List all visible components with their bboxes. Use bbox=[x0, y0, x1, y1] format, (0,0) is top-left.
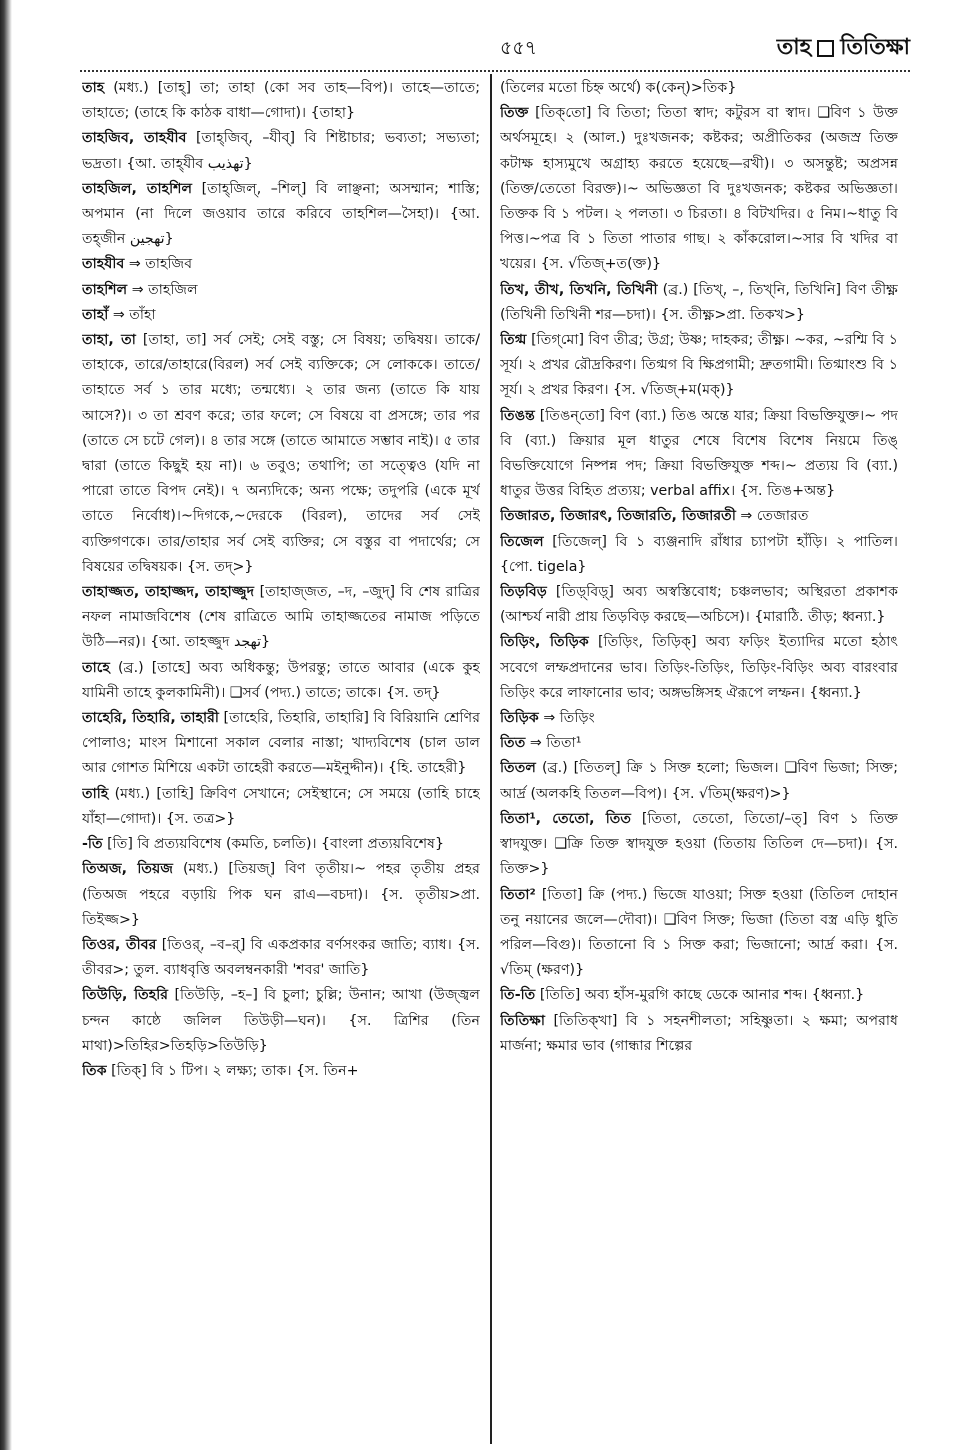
entry-headword: তাহাজ্জত, তাহাজ্জদ, তাহাজ্জুদ bbox=[82, 584, 255, 601]
dictionary-entry bbox=[500, 706, 898, 731]
dictionary-entry bbox=[500, 101, 898, 277]
entry-headword: তি-তি bbox=[500, 987, 536, 1004]
entry-definition: [তিক্‌] বি ১ টিপ। ২ লক্ষ্য; তাক। {স. তিন+ bbox=[111, 1062, 359, 1079]
entry-headword: তিঙন্ত bbox=[500, 407, 535, 424]
entry-headword: তিত bbox=[500, 735, 526, 752]
header-rule bbox=[80, 70, 910, 72]
entry-headword: -তি bbox=[82, 836, 103, 853]
entry-definition: [তিগ্‌মো] বিণ তীব্র; উগ্র; উষ্ণ; দাহকর; তীক্ষ্ণ। ~কর, ~রশ্মি বি ১ সূর্য। ২ প্রখর রৌদ্রকিরণ। তিগ্মগ বি ক্ষিপ্রগামী; দ্রুতগামী। তিগ্মাংশু বি ১ সূর্য। ২ প্রখর কিরণ। {স. √তিজ্‌+ম(মক্‌)} bbox=[500, 332, 898, 399]
dictionary-entry bbox=[500, 756, 898, 806]
entry-definition: [তিক্‌তো] বি তিতা; তিতা স্বাদ; কটুরস বা স্বাদ। ❑বিণ ১ উক্ত অর্থসমূহে। ২ (আল.) দুঃখজনক; কষ্টকর; অপ্রীতিকর (অজস্র তিক্ত কটাক্ষ হাস্যমুখে অগ্রাহ্য করতে হয়েছে—রখী)। ৩ অসন্তুষ্ট; অপ্রসন্ন (তিক্ত/তেতো বিরক্ত)।~ অভিজ্ঞতা বি দুঃখজনক; কষ্টকর অভিজ্ঞতা। তিক্তক বি ১ পটল। ২ পলতা। ৩ চিরতা। ৪ বিটখদির। ৫ নিম।~ধাতু বি পিত্ত।~পত্র বি ১ তিতা পাতার গাছ। ২ কাঁকরোল।~সার বি খদির বা খয়ের। {স. √তিজ্‌+ত(ক্ত)} bbox=[500, 105, 898, 273]
entry-definition: [তাহা, তা] সর্ব সেই; সেই বস্তু; সে বিষয়; তদ্বিষয়। তাকে/তাহাকে, তারে/তাহারে(বিরল) সর্ব সেই ব্যক্তিকে; সে লোককে। তাতে/তাহাতে সর্ব ১ তার মধ্যে; তন্মধ্যে। ২ তার জন্য (তাতে কি যায় আসে?)। ৩ তা শ্রবণ করে; তার ফলে; সে বিষয়ে বা প্রসঙ্গে; তার পর (তাতে সে চটে গেল)। ৪ তার সঙ্গে (তাতে আমাতে সম্ভাব নাই)। ৫ তার দ্বারা (তাতে কিছুই হয় না)। ৬ তবুও; তথাপি; তা সত্ত্বেও (যদি না পারো তাতে বিপদ নেই)। ৭ অন্যদিকে; অন্য পক্ষে; তদুপরি (একে মূর্খ তাতে নির্বোধ)।~দিগকে,~দেরকে (বিরল), তাদের সর্ব সেই ব্যক্তিগণকে। তার/তাহার সর্ব সেই ব্যক্তির; সে বস্তুর বা পদার্থের; সে বিষয়ের তদ্বিষয়ক। {স. তদ্‌>} bbox=[82, 332, 480, 575]
entry-definition: [তাহাজ্‌জত, –দ, –জুদ্‌] বি শেষ রাত্রির নফল নামাজবিশেষ (শেষ রাত্রিতে আমি তাহাজ্জতের নামাজ পড়িতে উঠি—নর)। {আ. তাহজ্জুদ تهجد} bbox=[82, 584, 480, 651]
entry-definition: [তিওর্‌, –ব–র্‌] বি একপ্রকার বর্ণসংকর জাতি; ব্যাধ। {স. তীবর>; তুল. ব্যাধবৃত্তি অবলম্বনকারী 'শবর' জাতি} bbox=[82, 936, 480, 979]
entry-definition: [তিড়্‌বিড়্‌] অব্য অস্বস্তিবোধ; চঞ্চলভাব; অস্থিরতা প্রকাশক (আশ্চর্য নারী প্রায় তিড়বিড় করছে—অচিসে)। {মারাঠি. তীড়; ধ্বন্যা.} bbox=[500, 584, 898, 626]
dictionary-entry bbox=[82, 706, 480, 782]
entry-definition: (মধ্য.) [তাহি] ক্রিবিণ সেখানে; সেইস্থানে; সে সময়ে (তাহি চাহে যাঁহা—গোদা)। {স. তত্র>} bbox=[82, 785, 480, 827]
entry-headword: তাহেরি, তিহারি, তাহারী bbox=[82, 710, 219, 727]
entry-headword: তিক্ত bbox=[500, 105, 529, 122]
entry-definition: [তিউড়ি, –হ–] বি চুলা; চুল্লি; উনান; আখা (উজ্জ্বল চন্দন কাষ্ঠে জলিল তিউড়ী—ঘন)। {স. ত্রিশির (তিন মাথা)>তিহির>তিহড়ি>তিউড়ি} bbox=[82, 987, 480, 1054]
dictionary-entry bbox=[82, 76, 480, 126]
entry-definition: (ব্র.) [তিতল্‌] ক্রি ১ সিক্ত হলো; ভিজল। ❑বিণ ভিজা; সিক্ত; আর্দ্র (অলকহি তিতল—বিপ)। {স. √তিম্‌(ক্ষরণ)>} bbox=[500, 760, 898, 802]
entry-definition: (ব্র.) [তিখ্‌, –, তিখ্‌নি, তিখিনি] বিণ তীক্ষ্ণ (তিখিনী তিখিনী শর—চদা)। {স. তীক্ষ্ণ>প্রা. তিকখ>} bbox=[500, 281, 898, 323]
entry-headword: তিড়িং, তিড়িক bbox=[500, 634, 589, 651]
entry-definition: [তিতি] অব্য হাঁস-মুরগি কাছে ডেকে আনার শব্দ। {ধ্বন্যা.} bbox=[539, 987, 865, 1004]
dictionary-entry bbox=[500, 983, 898, 1008]
left-column bbox=[82, 76, 480, 1436]
entry-headword: তিক bbox=[82, 1062, 107, 1079]
dictionary-entry bbox=[82, 933, 480, 983]
entry-headword: তিড়বিড় bbox=[500, 584, 547, 601]
dictionary-entry bbox=[500, 807, 898, 883]
square-separator-icon bbox=[817, 40, 834, 57]
dictionary-entry bbox=[82, 656, 480, 706]
entry-definition: [তিতিক্‌খা] বি ১ সহনশীলতা; সহিষ্ণুতা। ২ ক্ষমা; অপরাধ মার্জনা; ক্ষমার ভাব (গান্ধার শিল্পের bbox=[500, 1012, 898, 1054]
dictionary-entry bbox=[500, 731, 898, 756]
entry-headword: তিতল bbox=[500, 760, 536, 777]
entry-headword: তিজেল bbox=[500, 533, 544, 550]
dictionary-entry bbox=[82, 832, 480, 857]
column-divider bbox=[490, 74, 492, 1444]
entry-definition: ⇒ তাহজিব bbox=[128, 256, 193, 273]
page-header bbox=[80, 28, 910, 68]
entry-headword: তাহযীব bbox=[82, 256, 125, 273]
entry-headword: তিতা¹, তেতো, তিত bbox=[500, 810, 632, 827]
entry-headword: তিউড়ি, তিহরি bbox=[82, 987, 169, 1004]
entry-headword: তিখ, তীখ, তিখনি, তিখিনী bbox=[500, 281, 658, 298]
entry-headword: তাহি bbox=[82, 785, 109, 802]
entry-headword: তাহ bbox=[82, 80, 105, 96]
entry-headword: তিজারত, তিজারৎ, তিজারতি, তিজারতী bbox=[500, 508, 736, 525]
entry-definition: [তিতা] ক্রি (পদ্য.) ভিজে যাওয়া; সিক্ত হওয়া (তিতিল দোহান তনু নয়ানের জলে—দৌবা)। ❑বিণ সিক্ত; ভিজা (তিতা বস্ত্র এড়ি ধুতি পরিল—বিগু)। তিতানো বি ১ সিক্ত করা; ভিজানো; আর্দ্র করা। {স. √তিম্‌ (ক্ষরণ)} bbox=[500, 886, 898, 979]
right-column bbox=[500, 76, 898, 1436]
dictionary-entry bbox=[500, 1009, 898, 1059]
dictionary-entry bbox=[82, 782, 480, 832]
entry-headword: তিতিক্ষা bbox=[500, 1012, 546, 1029]
dictionary-entry bbox=[500, 883, 898, 984]
binding-shadow bbox=[14, 360, 30, 420]
entry-definition: [তি] বি প্রত্যয়বিশেষ (কমতি, চলতি)। {বাংলা প্রত্যয়বিশেষ} bbox=[107, 836, 445, 853]
entry-headword: তিওর, তীবর bbox=[82, 936, 157, 953]
dictionary-entry bbox=[500, 504, 898, 529]
entry-definition: [তাহ্‌জিল্‌, –শিল্‌] বি লাঞ্ছনা; অসম্মান; শাস্তি; অপমান (না দিলে জওয়াব তারে করিবে তাহশিল—সৈহা)। {আ. তহ্‌জীন تهجين} bbox=[82, 180, 480, 248]
page-number: ৫৫৭ bbox=[500, 37, 538, 59]
dictionary-entry bbox=[82, 857, 480, 933]
entry-headword: তাহশিল bbox=[82, 281, 128, 298]
dictionary-entry bbox=[500, 404, 898, 505]
dictionary-entry bbox=[82, 177, 480, 253]
dictionary-entry bbox=[82, 1059, 480, 1084]
entry-definition: [তাহ্‌জিব্‌, –যীব্‌] বি শিষ্টাচার; ভব্যতা; সভ্যতা; ভদ্রতা। {আ. তাহ্‌যীব تهذيب} bbox=[82, 130, 480, 172]
entry-definition: ⇒ তাহজিল bbox=[131, 281, 198, 298]
entry-headword: তিগ্ম bbox=[500, 332, 527, 349]
dictionary-entry bbox=[500, 580, 898, 630]
entry-definition: ⇒ তিতা¹ bbox=[529, 735, 582, 752]
entry-definition: (ব্র.) [তাহে] অব্য অধিকন্তু; উপরন্তু; তাতে আবার (একে কুহ যামিনী তাহে কুলকামিনী)। ❑সর্ব (পদ্য.) তাতে; তাকে। {স. তদ্‌} bbox=[82, 659, 480, 701]
binding-edge bbox=[0, 0, 12, 1450]
dictionary-entry bbox=[82, 278, 480, 303]
entry-definition: (মধ্য.) [তিয়জ্‌] বিণ তৃতীয়।~ পহর তৃতীয় প্রহর (তিঅজ পহরে বড়ায়ি পিক ঘন রাএ—বচদা)। {স. তৃতীয়>প্রা. তিইজ্জ>} bbox=[82, 861, 480, 928]
entry-headword: তাহাঁ bbox=[82, 306, 109, 323]
entry-definition: ⇒ তাঁহা bbox=[112, 306, 156, 323]
entry-headword: তাহজিব, তাহযীব bbox=[82, 130, 187, 147]
dictionary-entry bbox=[500, 76, 898, 101]
dictionary-entry bbox=[82, 580, 480, 656]
entry-headword: তিতা² bbox=[500, 886, 536, 903]
dictionary-entry bbox=[82, 126, 480, 176]
entry-definition: [তিজেল্‌] বি ১ ব্যঞ্জনাদি রাঁধার চ্যাপটা হাঁড়ি। ২ পাতিল। {পো. tigela} bbox=[500, 533, 898, 575]
entry-definition: [তিতা, তেতো, তিতো/–ত্‌] বিণ ১ তিক্ত স্বাদযুক্ত। ❑ক্রি তিক্ত স্বাদযুক্ত হওয়া (তিতায় তিতিল দে—চদা)। {স. তিক্ত>} bbox=[500, 810, 898, 878]
dictionary-entry bbox=[500, 630, 898, 706]
dictionary-entry bbox=[82, 252, 480, 277]
entry-definition: [তিড়িং, তিড়িক্‌] অব্য ফড়িং ইত্যাদির মতো হঠাৎ সবেগে লম্ফপ্রদানের ভাব। তিড়িং-তিড়িং, তিড়িং-বিড়িং অব্য বারংবার তিড়িং করে লাফানোর ভাব; অঙ্গভঙ্গিসহ ঐরূপে লম্ফন। {ধ্বন্যা.} bbox=[500, 634, 898, 701]
dictionary-entry bbox=[500, 278, 898, 328]
entry-headword: তিঅজ, তিয়জ bbox=[82, 861, 174, 878]
dictionary-entry bbox=[82, 328, 480, 580]
entry-definition: [তিঙন্‌তো] বিণ (ব্যা.) তিঙ অন্তে যার; ক্রিয়া বিভক্তিযুক্ত।~ পদ বি (ব্যা.) ক্রিয়ার মূল ধাতুর শেষে বিশেষ বিশেষ নিয়মে তিঙ্‌ বিভক্তিযোগে নিষ্পন্ন পদ; ক্রিয়া বিভক্তিযুক্ত শব্দ।~ প্রত্যয় বি (ব্যা.) ধাতুর উত্তর বিহিত প্রত্যয়; verbal affix। {স. তিঙ+অন্ত} bbox=[500, 407, 898, 500]
entry-definition: ⇒ তেজারত bbox=[740, 508, 809, 525]
entry-headword: তাহজিল, তাহশিল bbox=[82, 180, 193, 197]
entry-definition: ⇒ তিড়িং bbox=[543, 710, 595, 727]
entry-headword: তাহা, তা bbox=[82, 332, 136, 349]
guide-words bbox=[777, 30, 910, 67]
entry-headword: তাহে bbox=[82, 659, 110, 676]
guide-word-last: তিতিক্ষা bbox=[840, 35, 910, 60]
entry-definition: [তাহেরি, তিহারি, তাহারি] বি বিরিয়ানি শ্রেণির পোলাও; মাংস মিশানো সকাল বেলার নাস্তা; খাদ্যবিশেষ (চাল ডাল আর গোশত মিশিয়ে একটা তাহেরী করতে—মইনুদ্দীন)। {হি. তাহেরী} bbox=[82, 710, 480, 777]
dictionary-entry bbox=[82, 983, 480, 1059]
dictionary-entry bbox=[500, 328, 898, 404]
dictionary-entry bbox=[500, 530, 898, 580]
entry-definition: (তিলের মতো চিহ্ন অর্থে) ক(কেন্‌)>তিক} bbox=[500, 80, 737, 96]
guide-word-first: তাহ bbox=[776, 35, 812, 60]
entry-headword: তিড়িক bbox=[500, 710, 539, 727]
entry-definition: (মধ্য.) [তাহ্] তা; তাহা (কো সব তাহ—বিপ)। তাহে—তাতে; তাহাতে; (তাহে কি কাঠক বাধা—গোদা)। {তাহা} bbox=[82, 80, 480, 122]
dictionary-entry bbox=[82, 303, 480, 328]
